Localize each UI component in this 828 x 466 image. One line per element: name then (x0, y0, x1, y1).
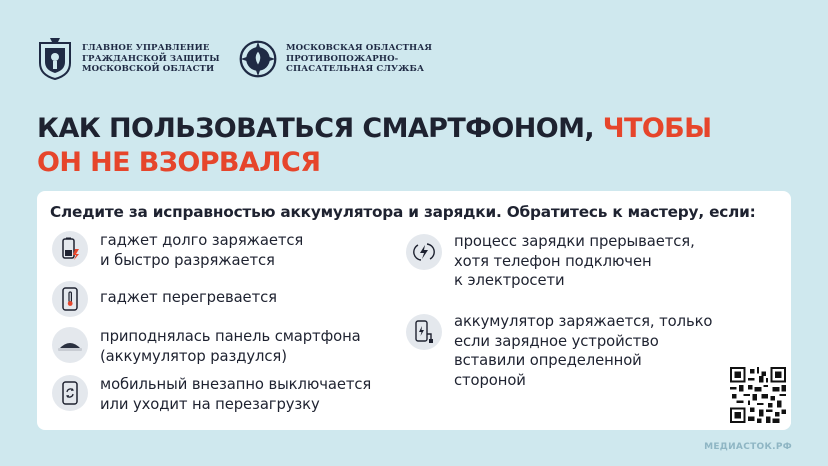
list-item (406, 232, 695, 291)
org-name-1: ГЛАВНОЕ УПРАВЛЕНИЕ ГРАЖДАНСКОЙ ЗАЩИТЫ МОСКОВСКОЙ ОБЛАСТИ (82, 43, 220, 75)
mopss-logo-block (238, 37, 432, 81)
org-name-2: МОСКОВСКАЯ ОБЛАСТНАЯ ПРОТИВОПОЖАРНО- СПАСАТЕЛЬНАЯ СЛУЖБА (286, 43, 432, 75)
list-item (52, 375, 371, 414)
list-item (52, 327, 361, 366)
phone-plug-icon (406, 314, 442, 350)
fire-service-emblem-icon (238, 37, 278, 81)
info-card (37, 191, 791, 430)
title-part-dark: КАК ПОЛЬЗОВАТЬСЯ СМАРТФОНОМ, (37, 113, 603, 144)
thermometer-phone-icon (52, 281, 88, 317)
item-text: приподнялась панель смартфона (аккумулятор раздулся) (100, 328, 361, 365)
list-item (406, 312, 712, 390)
phone-restart-icon (52, 375, 88, 411)
page-title (37, 112, 712, 180)
lightning-icon (406, 234, 442, 270)
footer-site[interactable]: МЕДИАСТОК.РФ (704, 442, 792, 452)
item-text: процесс зарядки прерывается, хотя телефон подключен к электросети (454, 233, 695, 289)
item-text: гаджет долго заряжается и быстро разряжается (100, 232, 304, 269)
list-item (52, 231, 303, 270)
card-heading: Следите за исправностью аккумулятора и зарядки. Обратитесь к мастеру, если: (50, 203, 756, 221)
item-text: гаджет перегревается (100, 289, 277, 306)
gu-gz-logo-block (36, 37, 220, 81)
item-text: мобильный внезапно выключается или уходит на перезагрузку (100, 376, 372, 413)
battery-charging-icon (52, 231, 88, 267)
coat-of-arms-icon (36, 37, 74, 81)
qr-code[interactable] (725, 362, 791, 428)
list-item (52, 281, 277, 317)
swollen-battery-icon (52, 327, 88, 363)
qr-code-icon (730, 367, 786, 423)
title-part-red: ЧТОБЫ ОН НЕ ВЗОРВАЛСЯ (37, 113, 712, 178)
item-text: аккумулятор заряжается, только если зарядное устройство вставили определенной стороной (454, 313, 713, 389)
